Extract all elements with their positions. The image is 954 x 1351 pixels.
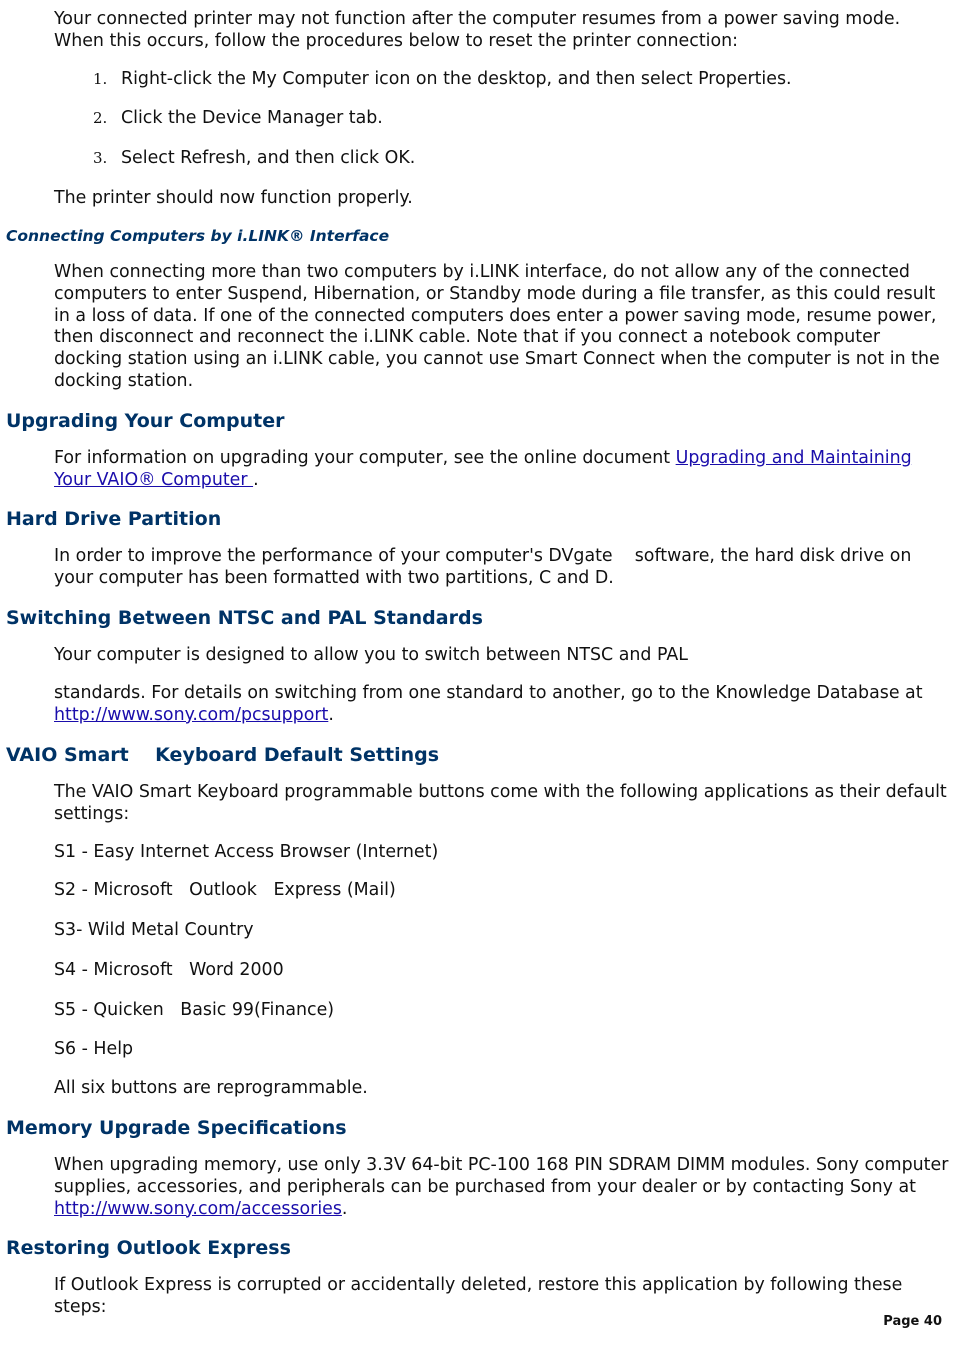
- ilink-paragraph: When connecting more than two computers by i.LINK interface, do not allow any of the connected computers to enter Suspend, Hibernation, or Standby mode during a file transfer, as this could result in a loss of data. If one of the connected computers does enter a power saving mode, resume power, then disconnect and reconnect the i.LINK cable. Note that if you connect a notebook computer docking station using an i.LINK cable, you cannot use Smart Connect when the computer is not in the docking station.: [54, 262, 940, 391]
- step-number-3: 3.: [93, 149, 108, 167]
- keyboard-heading: VAIO Smart Keyboard Default Settings: [6, 744, 440, 766]
- keyboard-item-s2: S2 - Microsoft Outlook Express (Mail): [54, 880, 396, 900]
- outlook-heading: Restoring Outlook Express: [6, 1237, 291, 1259]
- pcsupport-link[interactable]: http://www.sony.com/pcsupport: [54, 704, 329, 725]
- step-text-1: Right-click the My Computer icon on the desktop, and then select Properties.: [121, 69, 792, 89]
- step-number-2: 2.: [93, 109, 108, 127]
- memory-period: .: [341, 1198, 348, 1219]
- step-text-2: Click the Device Manager tab.: [121, 108, 383, 128]
- ntsc-paragraph-1: Your computer is designed to allow you to switch between NTSC and PAL: [54, 645, 688, 665]
- keyboard-reprogram-note: All six buttons are reprogrammable.: [54, 1078, 368, 1098]
- partition-heading: Hard Drive Partition: [6, 508, 222, 530]
- memory-heading: Memory Upgrade Specifications: [6, 1117, 347, 1139]
- partition-paragraph: In order to improve the performance of your computer's DVgate software, the hard disk drive on your computer has been formatted with two partitions, C and D.: [54, 546, 917, 588]
- printer-intro-paragraph: Your connected printer may not function after the computer resumes from a power saving mode. When this occurs, follow the procedures below to reset the printer connection:: [54, 9, 901, 51]
- step-number-1: 1.: [93, 70, 108, 88]
- upgrading-period: .: [253, 469, 259, 490]
- ntsc-period: .: [328, 704, 334, 725]
- page-number: Page 40: [883, 1314, 942, 1329]
- ilink-heading: Connecting Computers by i.LINK® Interface: [6, 227, 390, 245]
- keyboard-paragraph: The VAIO Smart Keyboard programmable buttons come with the following applications as their default settings:: [54, 782, 947, 824]
- step-text-3: Select Refresh, and then click OK.: [121, 148, 416, 168]
- memory-paragraph: [54, 1155, 949, 1220]
- upgrading-heading: Upgrading Your Computer: [6, 410, 285, 432]
- memory-text: When upgrading memory, use only 3.3V 64-bit PC-100 168 PIN SDRAM DIMM modules. Sony computer supplies, accessories, and peripherals can be purchased from your dealer or by contacting Sony at: [54, 1155, 949, 1197]
- upgrading-document-link[interactable]: Upgrading and Maintaining Your VAIO® Computer: [54, 448, 912, 490]
- keyboard-item-s6: S6 - Help: [54, 1039, 134, 1059]
- ntsc-text: standards. For details on switching from one standard to another, go to the Knowledge Database at: [54, 683, 923, 703]
- keyboard-item-s5: S5 - Quicken Basic 99(Finance): [54, 1000, 335, 1020]
- accessories-link[interactable]: http://www.sony.com/accessories: [54, 1198, 342, 1219]
- ntsc-heading: Switching Between NTSC and PAL Standards: [6, 607, 483, 629]
- upgrading-paragraph: [54, 448, 949, 492]
- keyboard-item-s4: S4 - Microsoft Word 2000: [54, 960, 284, 980]
- printer-result-text: The printer should now function properly.: [54, 188, 413, 208]
- ntsc-paragraph-2: [54, 683, 949, 727]
- outlook-paragraph: If Outlook Express is corrupted or accidentally deleted, restore this application by following these steps:: [54, 1275, 903, 1317]
- upgrading-text: For information on upgrading your computer, see the online document: [54, 448, 676, 468]
- keyboard-item-s1: S1 - Easy Internet Access Browser (Internet): [54, 842, 439, 862]
- keyboard-item-s3: S3- Wild Metal Country: [54, 920, 254, 940]
